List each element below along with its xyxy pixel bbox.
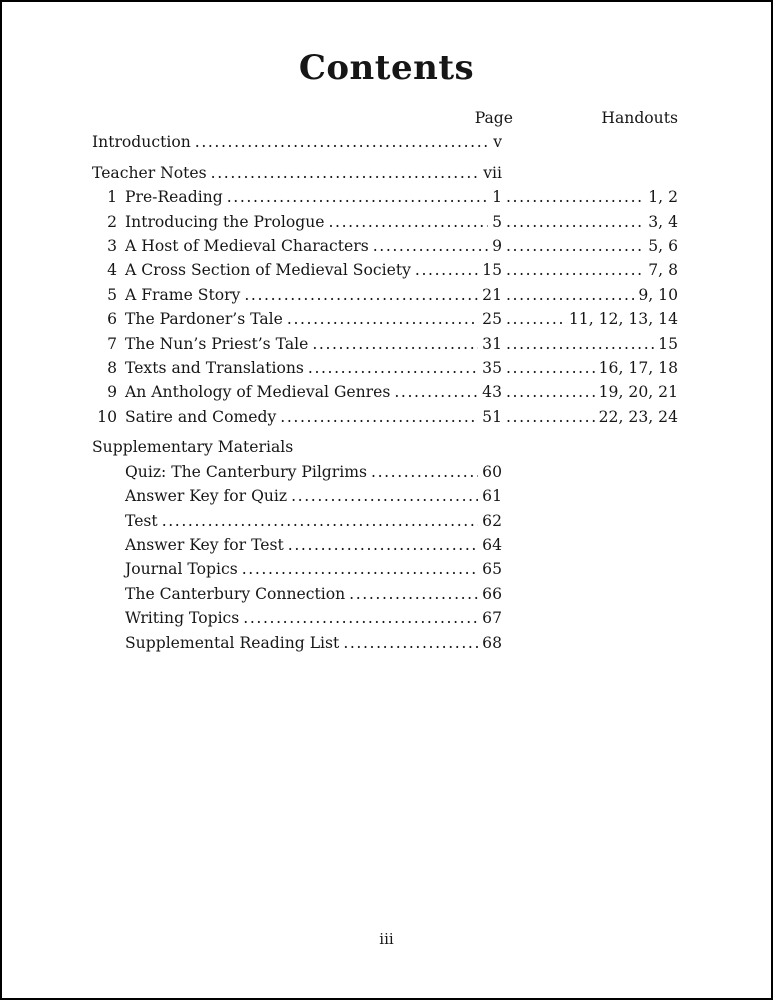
entry-page-number: 68 <box>482 633 502 652</box>
entry-title: Supplemental Reading List <box>125 633 340 652</box>
entry-title: The Pardoner’s Tale <box>125 310 283 329</box>
entry-page-number: 25 <box>482 310 502 329</box>
entry-handouts: 3, 4 <box>648 212 678 231</box>
entry-handouts: 19, 20, 21 <box>598 383 678 402</box>
toc-row <box>92 460 678 484</box>
dot-leader <box>312 332 478 356</box>
entry-title: Texts and Translations <box>125 359 304 378</box>
entry-title: Answer Key for Quiz <box>125 487 288 506</box>
entry-number: 10 <box>97 407 117 426</box>
dot-leader <box>280 405 478 429</box>
handouts-header-cell <box>502 106 678 130</box>
entry-title: Test <box>125 511 158 530</box>
entry-page-number: 60 <box>482 462 502 481</box>
dot-leader <box>506 332 654 356</box>
entry-page-number: 9 <box>492 237 502 256</box>
entry-title: Introducing the Prologue <box>125 212 325 231</box>
toc-row <box>92 582 678 606</box>
column-headers-row <box>92 106 678 130</box>
toc-row <box>92 631 678 655</box>
dot-leader <box>506 185 644 209</box>
toc-row <box>92 130 678 154</box>
dot-leader <box>506 356 595 380</box>
entry-number: 9 <box>107 383 117 402</box>
toc-row <box>92 484 678 508</box>
entry-page-number: 31 <box>482 334 502 353</box>
toc-row <box>92 606 678 630</box>
entry-title: Satire and Comedy <box>125 407 277 426</box>
section-heading: Supplementary Materials <box>92 438 294 457</box>
entry-page-number: 67 <box>482 609 502 628</box>
dot-leader <box>343 631 478 655</box>
entry-title: Quiz: The Canterbury Pilgrims <box>125 462 368 481</box>
entry-handouts: 16, 17, 18 <box>598 359 678 378</box>
toc-row <box>92 185 678 209</box>
entry-title: Teacher Notes <box>92 163 207 182</box>
entry-title: Pre-Reading <box>125 188 223 207</box>
entry-title: Answer Key for Test <box>125 535 284 554</box>
dot-leader <box>506 283 634 307</box>
dot-leader <box>195 130 489 154</box>
dot-leader <box>162 509 478 533</box>
entry-handouts: 5, 6 <box>648 237 678 256</box>
column-header-page: Page <box>474 109 513 127</box>
entry-title: A Host of Medieval Characters <box>125 237 369 256</box>
toc-row <box>92 356 678 380</box>
entry-number: 6 <box>107 310 117 329</box>
entry-page-number: 5 <box>492 212 502 231</box>
toc-row <box>92 533 678 557</box>
toc-row <box>92 307 678 331</box>
dot-leader <box>329 210 489 234</box>
dot-leader <box>506 210 644 234</box>
entry-title: Introduction <box>92 133 191 152</box>
page-header-cell <box>92 106 513 130</box>
entry-page-number: 61 <box>482 487 502 506</box>
entry-page-number: 66 <box>482 584 502 603</box>
entry-title: Journal Topics <box>125 560 238 579</box>
section-heading-row <box>92 435 678 459</box>
dot-leader <box>371 460 478 484</box>
entry-title: An Anthology of Medieval Genres <box>125 383 391 402</box>
entry-handouts: 22, 23, 24 <box>598 407 678 426</box>
dot-leader <box>394 380 478 404</box>
entry-title: The Nun’s Priest’s Tale <box>125 334 309 353</box>
entry-number: 7 <box>107 334 117 353</box>
dot-leader <box>373 234 488 258</box>
dot-leader <box>506 405 595 429</box>
entry-handouts: 15 <box>658 334 678 353</box>
page-title: Contents <box>298 48 475 88</box>
entry-page-number: 65 <box>482 560 502 579</box>
dot-leader <box>506 380 595 404</box>
entry-number: 2 <box>107 212 117 231</box>
entry-page-number: v <box>493 133 502 152</box>
dot-leader <box>506 234 644 258</box>
entry-number: 1 <box>107 188 117 207</box>
dot-leader <box>415 258 478 282</box>
entry-title: Writing Topics <box>125 609 240 628</box>
table-of-contents <box>92 106 678 655</box>
entry-page-number: 21 <box>482 285 502 304</box>
entry-page-number: 51 <box>482 407 502 426</box>
entry-number: 3 <box>107 237 117 256</box>
entry-title: A Frame Story <box>125 285 241 304</box>
entry-page-number: 1 <box>492 188 502 207</box>
toc-row <box>92 557 678 581</box>
entry-handouts: 9, 10 <box>638 285 678 304</box>
dot-leader <box>349 582 478 606</box>
footer-page-number: iii <box>379 930 394 948</box>
entry-number: 5 <box>107 285 117 304</box>
dot-leader <box>291 484 478 508</box>
entry-page-number: 62 <box>482 511 502 530</box>
entry-handouts: 11, 12, 13, 14 <box>568 310 678 329</box>
dot-leader <box>211 161 480 185</box>
toc-row <box>92 210 678 234</box>
dot-leader <box>243 606 478 630</box>
entry-page-number: 64 <box>482 535 502 554</box>
toc-row <box>92 332 678 356</box>
toc-row <box>92 509 678 533</box>
entry-handouts: 1, 2 <box>648 188 678 207</box>
entry-title: The Canterbury Connection <box>125 584 346 603</box>
toc-row <box>92 258 678 282</box>
column-header-handouts: Handouts <box>601 109 678 127</box>
toc-row <box>92 380 678 404</box>
entry-handouts: 7, 8 <box>648 261 678 280</box>
toc-row <box>92 161 678 185</box>
toc-row <box>92 234 678 258</box>
entry-page-number: vii <box>483 163 502 182</box>
dot-leader <box>244 283 478 307</box>
entry-page-number: 43 <box>482 383 502 402</box>
dot-leader <box>308 356 478 380</box>
dot-leader <box>242 557 478 581</box>
dot-leader <box>506 307 565 331</box>
dot-leader <box>506 258 644 282</box>
entry-page-number: 15 <box>482 261 502 280</box>
dot-leader <box>288 533 478 557</box>
entry-number: 8 <box>107 359 117 378</box>
toc-row <box>92 405 678 429</box>
dot-leader <box>227 185 488 209</box>
entry-number: 4 <box>107 261 117 280</box>
entry-page-number: 35 <box>482 359 502 378</box>
toc-row <box>92 283 678 307</box>
dot-leader <box>287 307 478 331</box>
entry-title: A Cross Section of Medieval Society <box>125 261 411 280</box>
